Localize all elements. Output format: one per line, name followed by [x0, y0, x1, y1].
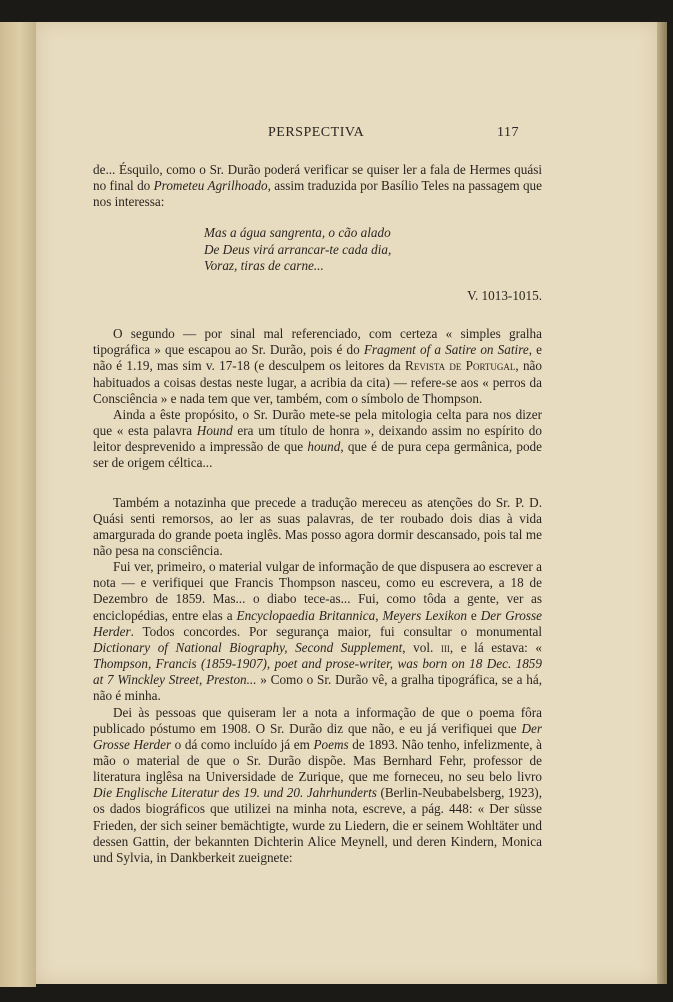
verse-quote — [204, 225, 542, 273]
verse-line: Mas a água sangrenta, o cão alado — [204, 225, 391, 241]
verse-line: De Deus virá arrancar-te cada dia, — [204, 241, 392, 257]
body-text — [93, 162, 542, 866]
verse-reference: V. 1013-1015. — [467, 287, 542, 303]
facing-page-edge — [0, 22, 36, 987]
running-title: PERSPECTIVA — [268, 125, 365, 140]
paragraph-6: Dei às pessoas que quiseram ler a nota a informação de que o poema fôra publicado póstumo em 1908. O Sr. Durão diz que não, e eu já verifiquei que Der Grosse Herder o dá como incluído já em Poems de 1893. Não tenho, infelizmente, à mão o material de que o Sr. Durão dispõe. Mas Bernhard Fehr, professor de literatura inglêsa na Universidade de Zurique, que me forneceu, no seu belo livro Die Englische Literatur des 19. und 20. Jahrhunderts (Berlin-Neubabelsberg, 1923), os dados biográficos que utilizei na minha nota, escreve, a pág. 448: « Der süsse Frieden, der sich seiner bemächtigte, wurde zu Liedern, die er seinem Wohltäter und dessen Gattin, der bekannten Dichterin Alice Meynell, und deren Kindern, Monica und Sylvia, in Dankberkeit zueignete: — [93, 704, 542, 865]
book-page — [36, 22, 657, 984]
paragraph-4: Também a notazinha que precede a tradução mereceu as atenções do Sr. P. D. Quási senti remorsos, ao ler as suas palavras, de ter roubado dois dias à vida amargurada do grande poeta inglês. Mas posso agora dormir descansado, pois tal me não pesa na consciência. — [93, 494, 542, 558]
paragraph-5: Fui ver, primeiro, o material vulgar de informação de que dispusera ao escrever a nota — e verifiquei que Francis Thompson nasceu, como eu escrevera, a 18 de Dezembro de 1859. Mas... o diabo tece-as... Fui, como tôda a gente, ver as enciclopédias, entre elas a Encyclopaedia Britannica, Meyers Lexikon e Der Grosse Herder. Todos concordes. Por segurança maior, fui consultar o monumental Dictionary of National Biography, Second Supplement, vol. iii, e lá estava: « Thompson, Francis (1859-1907), poet and prose-writer, was born on 18 Dec. 1859 at 7 Winckley Street, Preston... » Como o Sr. Durão vê, a gralha tipográfica, se a há, não é minha. — [93, 559, 543, 704]
paragraph-1: de... Ésquilo, como o Sr. Durão poderá verificar se quiser ler a fala de Hermes quási no final do Prometeu Agrilhoado, assim traduzida por Basílio Teles na passagem que nos interessa: — [93, 162, 542, 210]
page-right-edge — [657, 22, 667, 984]
page-header — [36, 125, 657, 145]
verse-line: Voraz, tiras de carne... — [204, 257, 324, 273]
paragraph-2: O segundo — por sinal mal referenciado, com certeza « simples gralha tipográfica » que escapou ao Sr. Durão, pois é do Fragment of a Satire on Satire, e não é 1.19, mas sim v. 17-18 (e desculpem os leitores da Revista de Portugal, não habituados a coisas destas neste lugar, a acribia da cita) — refere-se aos « perros da Consciência » e nada tem que ver, também, com o símbolo de Thompson. — [93, 326, 542, 406]
page-number: 117 — [497, 125, 519, 140]
paragraph-3: Ainda a êste propósito, o Sr. Durão mete-se pela mitologia celta para nos dizer que « esta palavra Hound era um título de honra », deixando assim no espírito do leitor desprevenido a impressão de que hound, que é de pura cepa germânica, pode ser de origem céltica... — [93, 406, 542, 471]
section-gap — [93, 472, 542, 495]
